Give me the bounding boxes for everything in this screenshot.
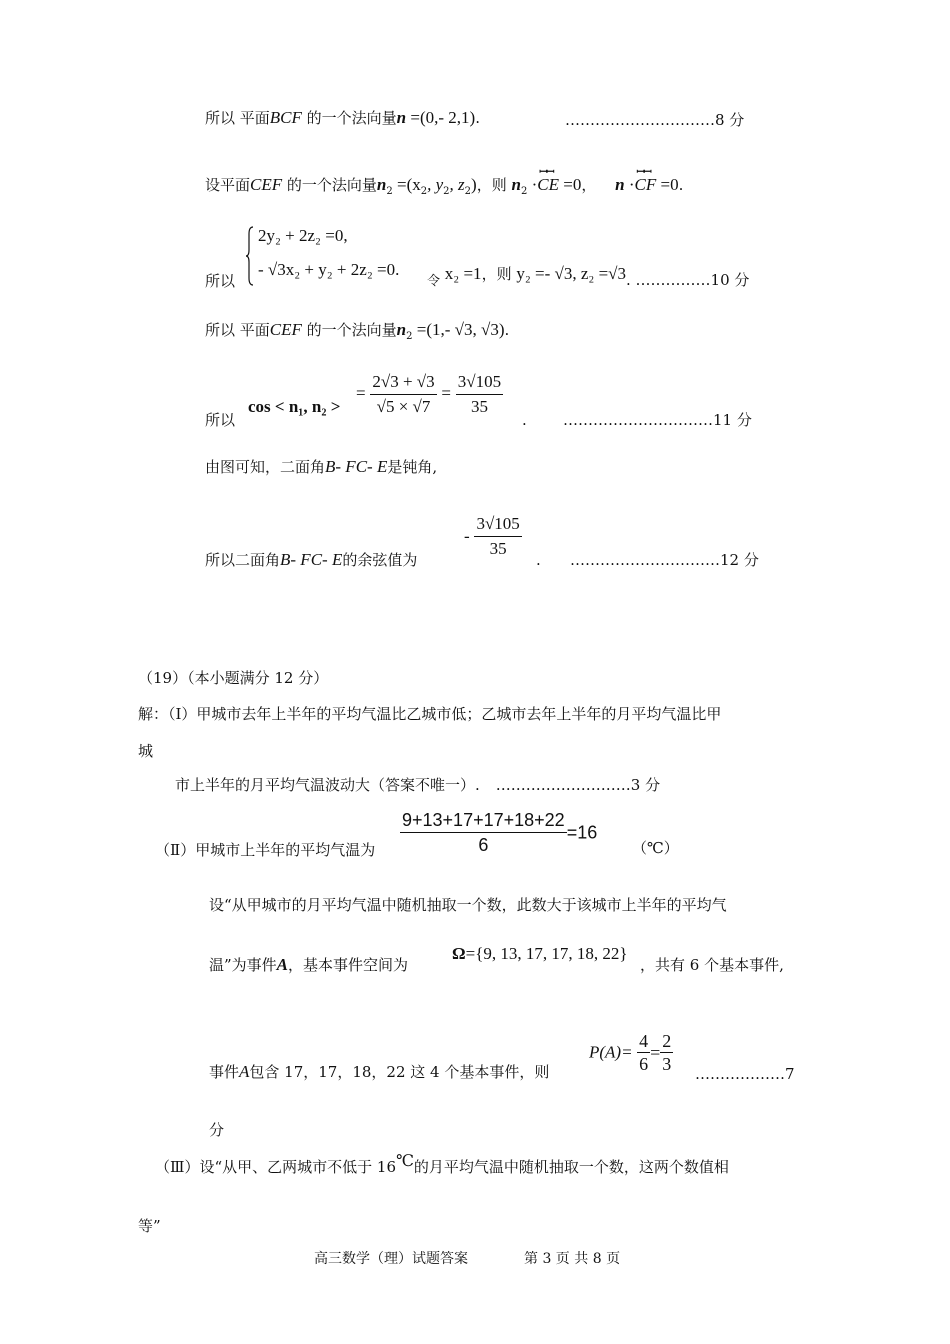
score-text: …………………………12 分 [570, 551, 759, 569]
system-solve-line [205, 271, 235, 291]
math: = [441, 383, 451, 403]
dihedral-obtuse-line [205, 457, 437, 477]
let-line [427, 264, 749, 292]
denominator: 3 [662, 1054, 672, 1074]
vector-symbol: n [615, 175, 625, 194]
part-1-text-end [175, 775, 660, 795]
text: 的一个法向量 [282, 176, 377, 194]
score-dots [563, 410, 752, 430]
subscript: 2 [406, 331, 413, 342]
fraction [456, 370, 503, 419]
text: （Ⅲ）设“从甲、乙两城市不低于 16 [155, 1158, 396, 1176]
score-dots: ………………7 [695, 1065, 795, 1083]
text: 所以二面角 [205, 551, 281, 569]
period: . [678, 176, 684, 194]
dihedral-angle: B- FC- E [325, 457, 388, 476]
mean-formula [400, 808, 597, 857]
footer-title: 高三数学（理）试题答案 [314, 1251, 468, 1267]
fraction [474, 512, 521, 561]
text: 温”为事件 [209, 956, 277, 974]
math: =0 [656, 175, 679, 194]
unit: （℃） [632, 839, 679, 857]
subscript: 2 [443, 186, 450, 197]
text: 由图可知，二面角 [205, 458, 326, 476]
text: 是钝角, [387, 458, 438, 476]
math: · [624, 175, 635, 194]
text: 设平面 [205, 176, 251, 194]
degree-unit: ℃ [396, 1151, 414, 1170]
text: 的一个法向量 [301, 321, 397, 339]
page-number: 第 3 页 共 8 页 [524, 1251, 621, 1267]
probability-formula [589, 1030, 673, 1075]
score-text: ………………………3 分 [495, 776, 661, 794]
fraction [400, 808, 567, 857]
text: 所以 [205, 272, 236, 290]
vector-value: =(0,- 2,1) [406, 108, 476, 127]
subscript: 2 [464, 186, 472, 197]
math: =0 [559, 175, 582, 194]
cosine-end [536, 550, 541, 570]
part-2-event-def: 设“从甲城市的月平均气温中随机抽取一个数，此数大于该城市上半年的平均气 [209, 896, 727, 914]
vector-symbol: n [511, 175, 521, 194]
fraction [370, 370, 436, 419]
dihedral-angle: B- FC- E [280, 550, 343, 569]
cos-fractions [356, 370, 503, 419]
brace-icon [246, 226, 254, 286]
text: 事件 [209, 1063, 240, 1081]
part-2-probability [209, 1062, 549, 1082]
system-equation-1: 2y₂ + 2z₂ =0, [258, 226, 348, 245]
period: . [522, 411, 527, 429]
system-equation-2: - √3x₂ + y₂ + 2z₂ =0. [258, 260, 400, 279]
part-2-label: （Ⅱ）甲城市上半年的平均气温为 [155, 841, 376, 859]
math: , y [427, 175, 444, 194]
plane-name: CEF [250, 175, 283, 194]
event-symbol: A [276, 955, 289, 974]
text: 所以 [205, 411, 236, 429]
part-3-text [155, 1151, 729, 1177]
cos-end [522, 410, 527, 430]
score-text: . ……………10 分 [626, 271, 750, 289]
numerator: 9+13+17+17+18+22 [400, 808, 567, 833]
numerator: 2 [662, 1031, 672, 1051]
subscript: 2 [520, 186, 528, 197]
cos-formula [248, 370, 341, 416]
score-text: …………………………11 分 [563, 411, 752, 429]
text: 的余弦值为 [342, 551, 418, 569]
math: , z [449, 175, 465, 194]
text: 所以 平面 [205, 109, 270, 127]
part-1-text: 解：（Ⅰ）甲城市去年上半年的平均气温比乙城市低；乙城市去年上半年的月平均气温比甲 [138, 705, 722, 723]
math: ={9, 13, 17, 17, 18, 22} [465, 944, 628, 963]
vector-label: CE [537, 175, 560, 194]
subscript: 2 [420, 186, 428, 197]
denominator: 35 [470, 397, 488, 416]
vector-arrow-icon: ꟷꟷ [539, 167, 554, 178]
subscript: 2 [386, 186, 393, 197]
math: = [650, 1042, 661, 1063]
math: ) [471, 175, 477, 194]
text: ，则 [481, 265, 512, 283]
math: x₂ =1 [444, 264, 482, 283]
vector-symbol: n [376, 175, 387, 194]
text: 包含 17，17，18，22 这 4 个基本事件，则 [249, 1063, 550, 1081]
math: P(A)= [589, 1042, 633, 1062]
score-text: …………………………8 分 [565, 111, 745, 129]
dihedral-cosine-line [205, 550, 417, 570]
score-dots [570, 550, 759, 570]
period: . [504, 321, 510, 339]
math: =(x [392, 175, 421, 194]
omega-symbol: Ω [452, 944, 466, 963]
numerator: 4 [639, 1031, 649, 1051]
text: ， [581, 176, 597, 194]
plane-name: CEF [269, 320, 302, 339]
vector-ce [537, 167, 560, 195]
sample-space-count: ，共有 6 个基本事件, [640, 956, 784, 974]
vector-symbol: n [396, 320, 407, 339]
cos-expression: cos < n₁, n₂ > [248, 397, 341, 416]
denominator: 6 [478, 835, 489, 855]
period: . [475, 109, 480, 127]
text: 的月平均气温中随机抽取一个数，这两个数值相 [413, 1158, 729, 1176]
part-2-sample-space [209, 955, 408, 975]
denominator: 6 [639, 1054, 649, 1074]
event-symbol: A [239, 1062, 250, 1081]
math: = [356, 383, 366, 403]
text: ，基本事件空间为 [288, 956, 409, 974]
plane-name: BCF [269, 108, 302, 127]
denominator: 35 [489, 539, 507, 558]
vector-arrow-icon: ꟷꟷ [636, 167, 651, 178]
numerator: 3√105 [456, 370, 503, 395]
score-dots [565, 110, 744, 130]
part-3-text-end: 等” [138, 1217, 161, 1235]
text: 所以 平面 [205, 321, 270, 339]
numerator: 2√3 + √3 [370, 370, 436, 395]
normal-vector-bcf-line [205, 108, 480, 128]
math: · [527, 175, 538, 194]
question-19-title: （19）（本小题满分 12 分） [138, 669, 329, 687]
fraction [660, 1030, 673, 1075]
fraction [637, 1030, 650, 1075]
minus-sign: - [464, 526, 470, 546]
vector-cf [634, 167, 657, 195]
score-unit: 分 [209, 1121, 225, 1139]
text: ，则 [476, 176, 507, 194]
normal-vector-cef-setup-line [205, 167, 684, 202]
vector-label: CF [634, 175, 657, 194]
cosine-value [464, 512, 522, 561]
denominator: √5 × √7 [376, 397, 431, 416]
numerator: 3√105 [474, 512, 521, 537]
text: 令 [427, 274, 441, 289]
period: . [536, 551, 541, 569]
vector-symbol: n [396, 108, 407, 127]
math: y₂ =- √3, z₂ =√3 [516, 264, 627, 283]
vector-value: =(1,- √3, √3) [412, 320, 505, 339]
sample-space-set [452, 944, 628, 964]
text: 的一个法向量 [301, 109, 397, 127]
cos-label [205, 410, 235, 430]
part-1-text-cont: 城 [138, 742, 154, 760]
normal-vector-cef-result-line [205, 320, 509, 347]
text: 市上半年的月平均气温波动大（答案不唯一）. [175, 776, 480, 794]
math: =16 [566, 822, 598, 843]
